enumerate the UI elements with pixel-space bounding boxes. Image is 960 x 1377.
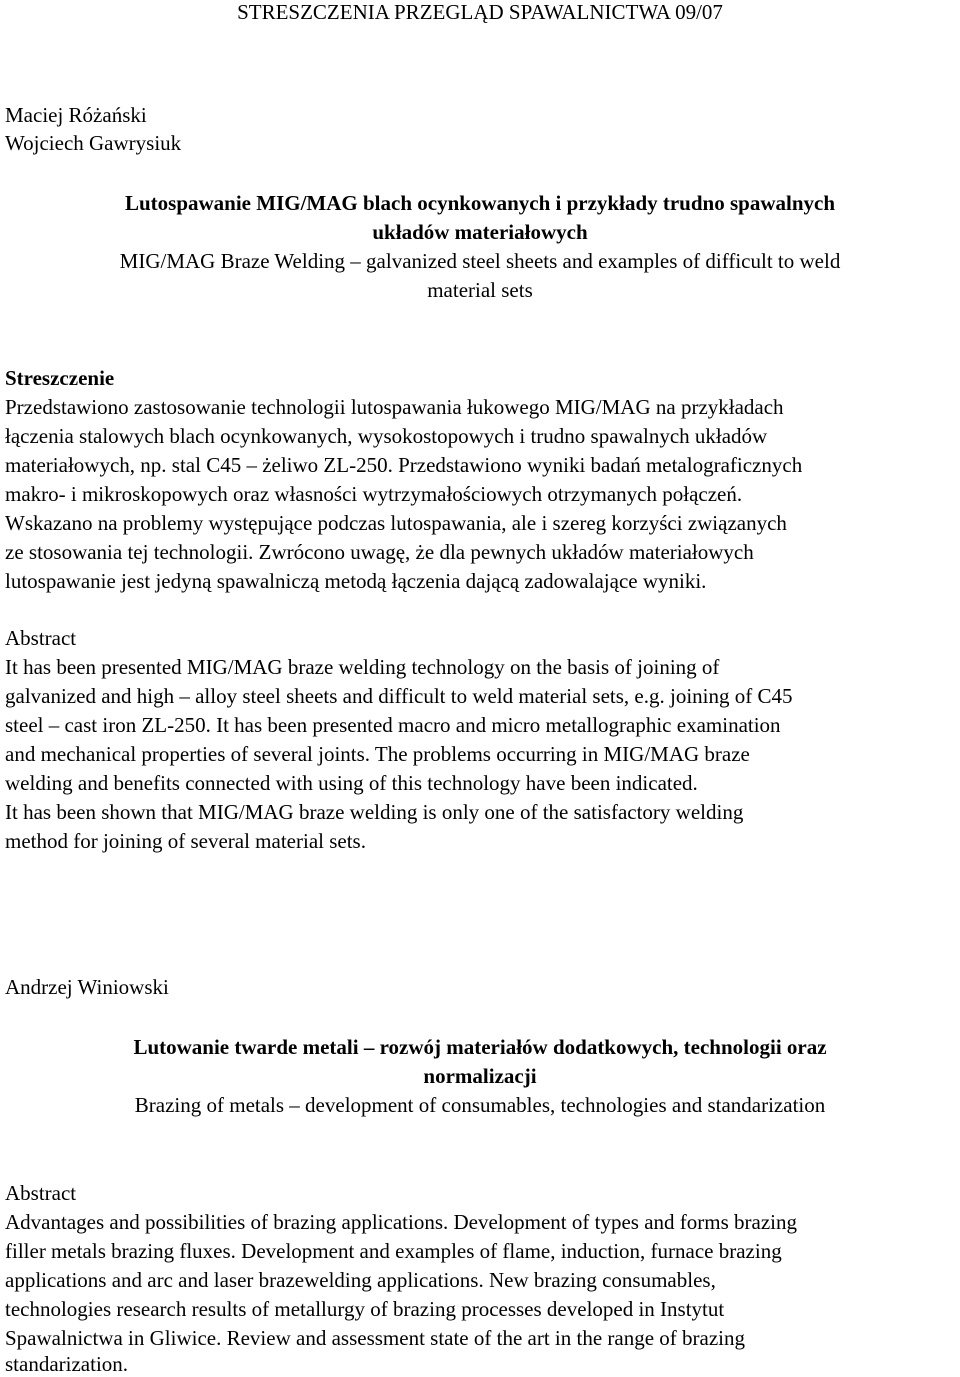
article-2-abstract-line: technologies research results of metallurgy of brazing processes developed in Instytut [5,1297,725,1321]
article-1-title-en-line: MIG/MAG Braze Welding – galvanized steel sheets and examples of difficult to weld [119,249,841,273]
article-1-streszczenie-line: Przedstawiono zastosowanie technologii lutospawania łukowego MIG/MAG na przykładach [5,395,784,419]
article-1-streszczenie-line: makro- i mikroskopowych oraz własności wytrzymałościowych otrzymanych połączeń. [5,482,743,506]
article-1-abstract-line: galvanized and high – alloy steel sheets and difficult to weld material sets, e.g. joining of C45 [5,684,793,708]
article-1-streszczenie-line: ze stosowania tej technologii. Zwrócono uwagę, że dla pewnych układów materiałowych [5,540,754,564]
article-2-abstract-line: standarization. [5,1352,129,1376]
article-2-abstract-line: applications and arc and laser brazewelding applications. New brazing consumables, [5,1268,716,1292]
article-2-title-pl-line: Lutowanie twarde metali – rozwój materiałów dodatkowych, technologii oraz [133,1035,827,1059]
article-1-streszczenie-line: materiałowych, np. stal C45 – żeliwo ZL-250. Przedstawiono wyniki badań metalograficznych [5,453,803,477]
article-1-abstract-heading: Abstract [5,626,77,650]
article-2-abstract-line: filler metals brazing fluxes. Development and examples of flame, induction, furnace brazing [5,1239,782,1263]
article-1-abstract-line: method for joining of several material sets. [5,829,366,853]
article-1-streszczenie-line: łączenia stalowych blach ocynkowanych, wysokostopowych i trudno spawalnych układów [5,424,768,448]
article-2-abstract-heading: Abstract [5,1181,77,1205]
article-2-title-pl-line: normalizacji [423,1064,537,1088]
article-2-author: Andrzej Winiowski [5,975,169,999]
article-1-abstract-line: It has been shown that MIG/MAG braze welding is only one of the satisfactory welding [5,800,744,824]
article-2-abstract-line: Spawalnictwa in Gliwice. Review and assessment state of the art in the range of brazing [5,1326,746,1350]
article-1-title-pl-line: Lutospawanie MIG/MAG blach ocynkowanych i przykłady trudno spawalnych [124,191,836,215]
article-1-streszczenie-line: lutospawanie jest jedyną spawalniczą metodą łączenia dającą zadowalające wyniki. [5,569,707,593]
page-header-title: STRESZCZENIA PRZEGLĄD SPAWALNICTWA 09/07 [237,0,723,24]
article-2-abstract-line: Advantages and possibilities of brazing applications. Development of types and forms brazing [5,1210,797,1234]
article-1-title-pl-line: układów materiałowych [372,220,588,244]
article-1-author: Wojciech Gawrysiuk [5,131,182,155]
article-1-abstract-line: steel – cast iron ZL-250. It has been presented macro and micro metallographic examination [5,713,781,737]
article-1-streszczenie-line: Wskazano na problemy występujące podczas lutospawania, ale i szereg korzyści związanych [5,511,787,535]
article-1-abstract-line: It has been presented MIG/MAG braze welding technology on the basis of joining of [5,655,720,679]
article-1-title-en-line: material sets [427,278,533,302]
article-2-title-en: Brazing of metals – development of consumables, technologies and standarization [134,1093,826,1117]
article-1-author: Maciej Różański [5,103,147,127]
article-1-abstract-line: welding and benefits connected with using of this technology have been indicated. [5,771,698,795]
article-1-abstract-line: and mechanical properties of several joints. The problems occurring in MIG/MAG braze [5,742,750,766]
article-1-streszczenie-heading: Streszczenie [5,366,115,390]
